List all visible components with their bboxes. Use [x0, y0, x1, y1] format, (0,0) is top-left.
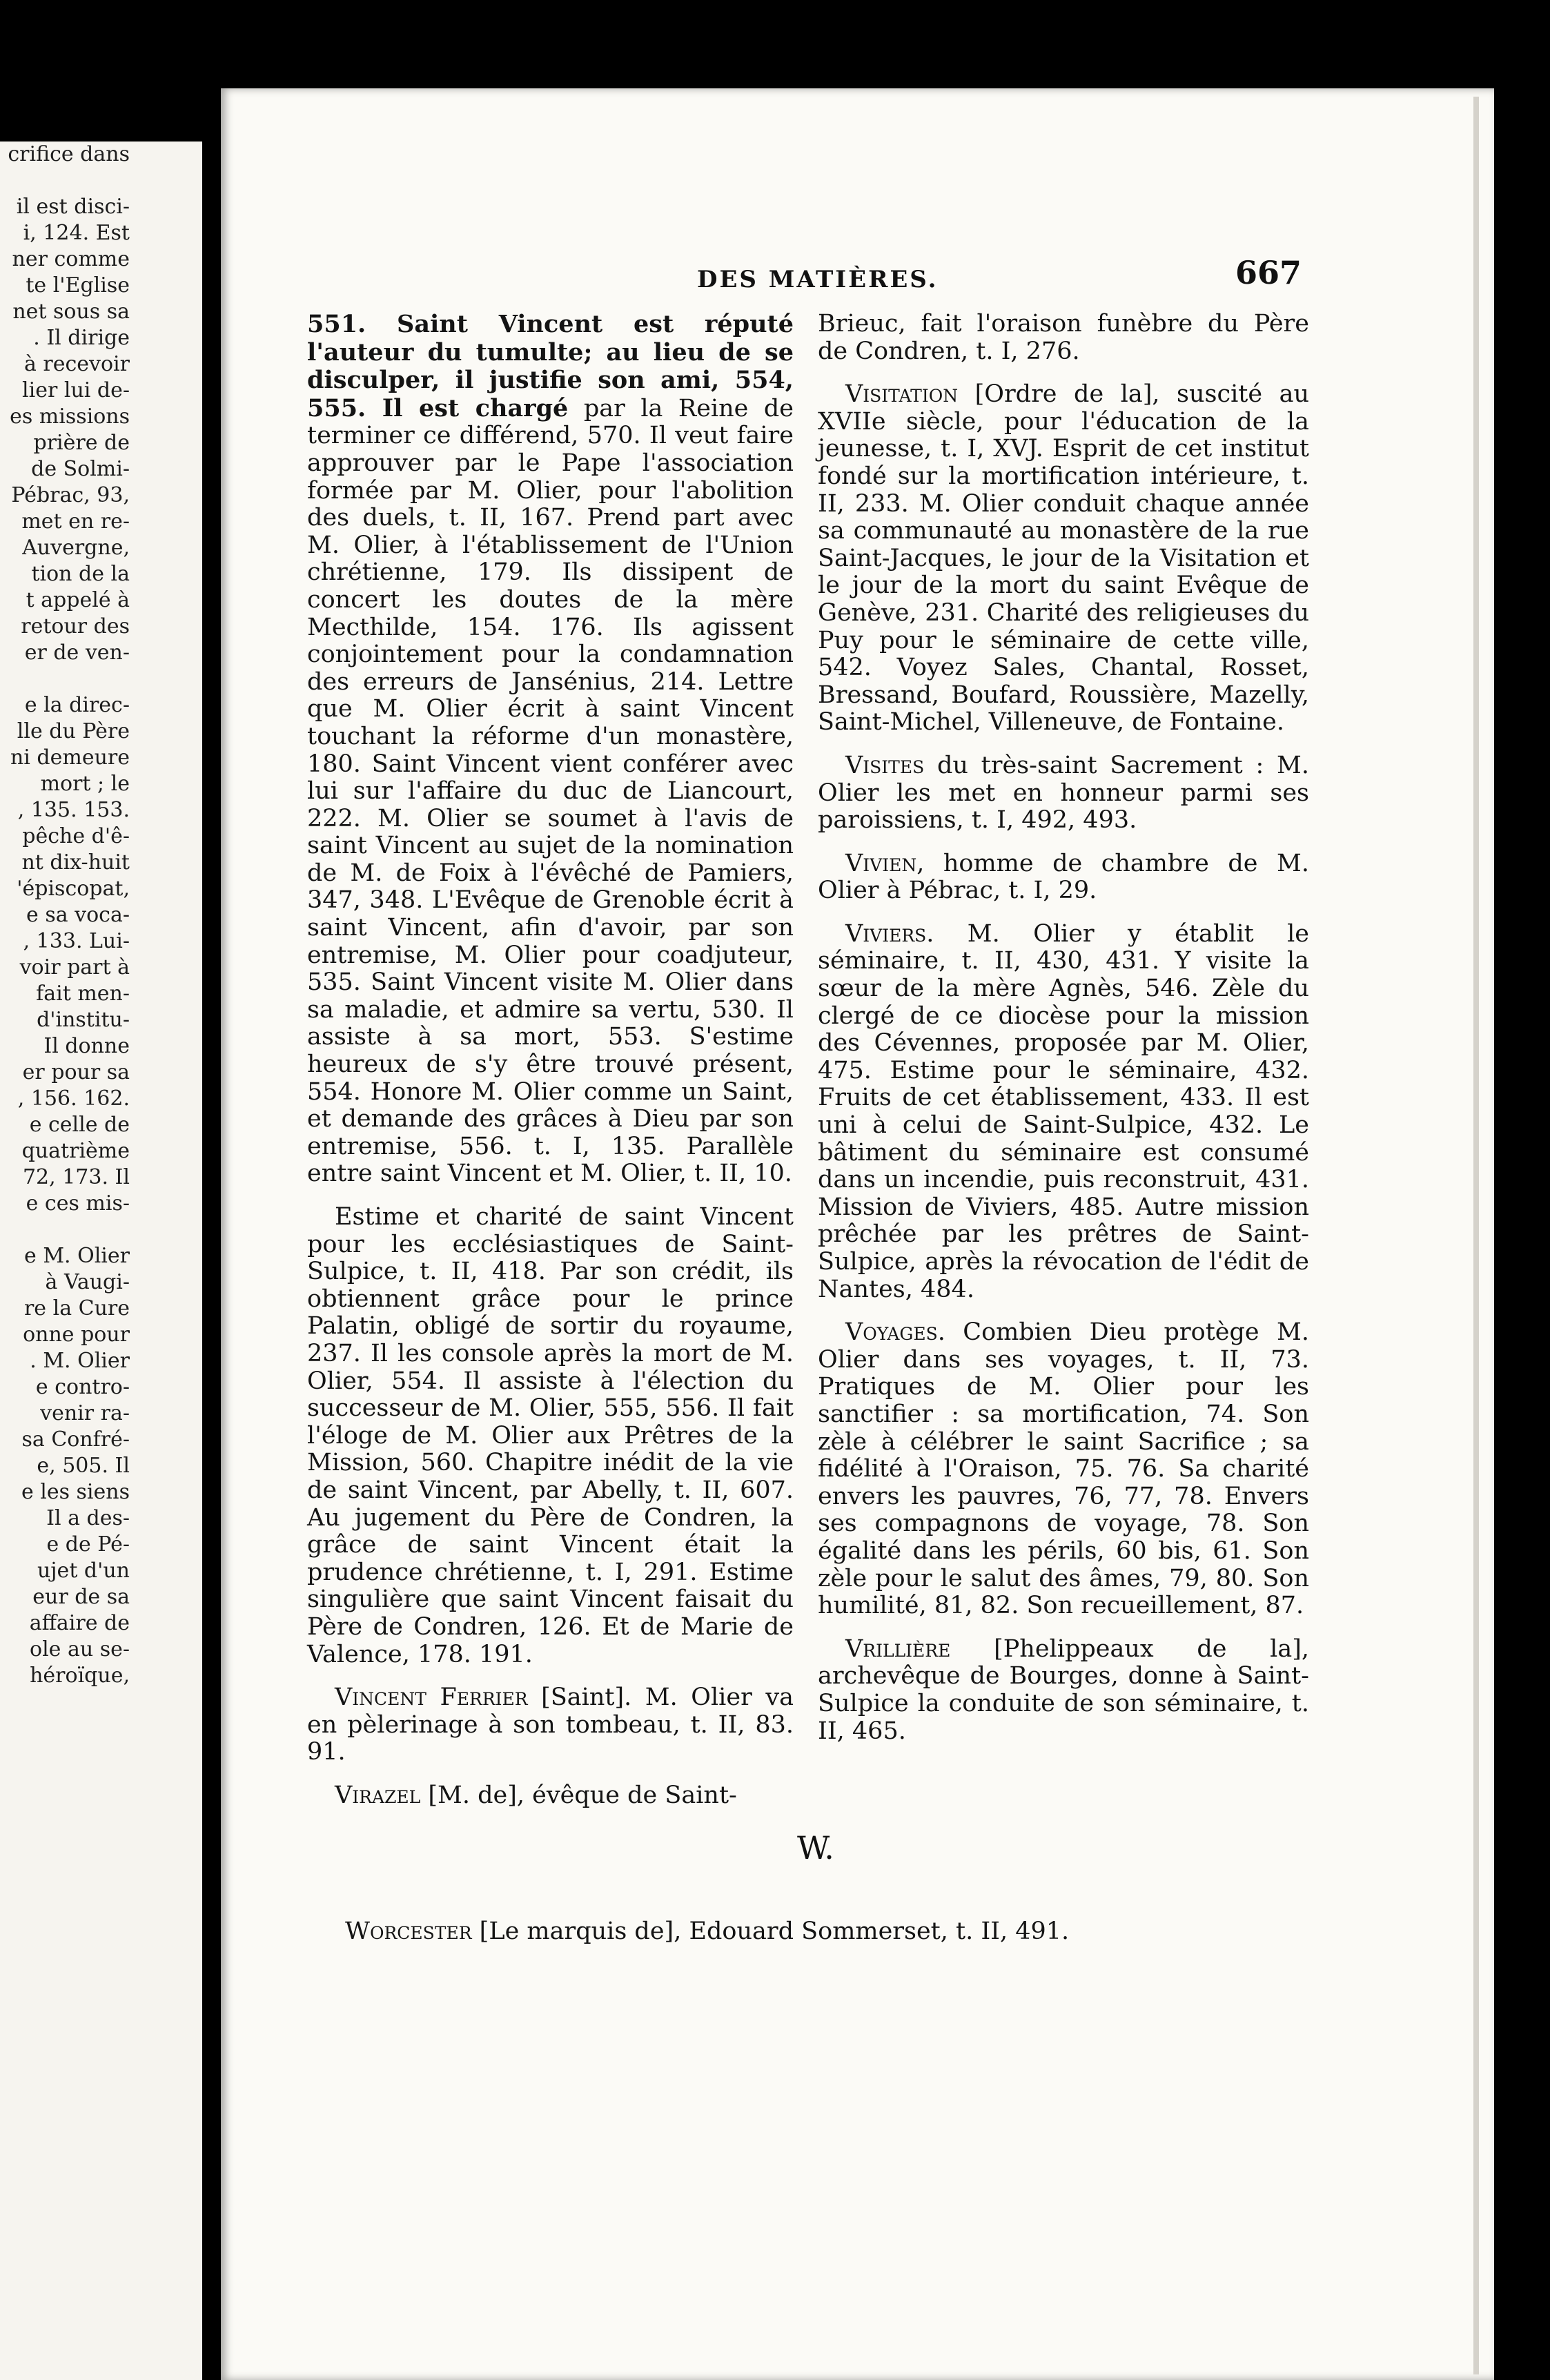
facing-page-line: pêche d'ê-: [22, 824, 130, 848]
index-entry-worcester: [345, 1918, 1311, 1945]
facing-page-line: met en re-: [21, 509, 130, 534]
index-entry: [818, 381, 1309, 737]
index-column-right: [818, 311, 1309, 1761]
index-entry: [307, 1684, 794, 1766]
index-entry: [307, 311, 794, 1188]
facing-page-line: venir ra-: [40, 1401, 130, 1425]
entry-text: [Le marquis de], Edouard Sommerset, t. II, 491.: [471, 1918, 1070, 1945]
entry-head: Visitation: [845, 380, 959, 409]
facing-page-line: 'épiscopat,: [17, 877, 130, 901]
index-entry: [818, 311, 1309, 365]
facing-page-line: lier lui de-: [22, 378, 130, 402]
facing-page-line: ner comme: [12, 247, 130, 271]
facing-page-line: te l'Eglise: [26, 273, 130, 298]
entry-text: Estime et charité de saint Vincent pour les ecclésiastiques de Saint-Sulpice, t. II, 418. Par son crédit, ils obtiennent grâce pour le prince Palatin, obligé de sortir du royaume, 237. Il les console après la mort de M. Olier, 554. Il assiste à l'élection du successeur de M. Olier, 555, 556. Il fait l'éloge de M. Olier aux Prêtres de la Mission, 560. Chapitre inédit de la vie de saint Vincent, par Abelly, t. II, 607. Au jugement du Père de Condren, la grâce de saint Vincent était la prudence chrétienne, t. I, 291. Estime singulière que saint Vincent faisait du Père de Condren, 126. Et de Marie de Valence, 178. 191.: [307, 1203, 794, 1668]
facing-page-line: il est disci-: [16, 195, 130, 219]
facing-page-line: mort ; le: [40, 772, 130, 796]
entry-text: [Saint]. M. Olier va en pèlerinage à son tombeau, t. II, 83. 91.: [307, 1684, 794, 1766]
entry-text: . Combien Dieu protège M. Olier dans ses voyages, t. II, 73. Pratiques de M. Olier pour les sanctifier : sa mortification, 74. Son zèle à célébrer le saint Sacrifice ; sa fidélité à l'Oraison, 75. 76. Sa charité envers les pauvres, 76, 77, 78. Envers ses compagnons de voyage, 78. Son égalité dans les périls, 60 bis, 61. Son zèle pour le salut des âmes, 79, 80. Son humilité, 81, 82. Son recueillement, 87.: [818, 1318, 1309, 1620]
facing-page-line: prière de: [33, 431, 130, 455]
facing-page-line: [0, 1217, 130, 1243]
facing-page-line: voir part à: [19, 955, 130, 979]
facing-page-line: i, 124. Est: [23, 221, 130, 245]
facing-page-line: onne pour: [23, 1323, 130, 1347]
page-number: 667: [1235, 254, 1302, 291]
facing-page-line: , 135. 153.: [17, 798, 130, 822]
entry-head: Worcester: [345, 1918, 472, 1945]
facing-page-line: 72, 173. Il: [22, 1165, 130, 1189]
facing-page-line: nt dix-huit: [21, 850, 130, 875]
entry-text: , homme de chambre de M. Olier à Pébrac, t. I, 29.: [818, 849, 1309, 905]
facing-page-line: e sa voca-: [26, 903, 130, 927]
index-entry: [818, 1636, 1309, 1745]
facing-page-line: quatrième: [21, 1139, 130, 1163]
facing-page-line: Pébrac, 93,: [11, 483, 130, 507]
index-entry: [818, 1319, 1309, 1620]
facing-page-line: net sous sa: [12, 300, 130, 324]
facing-page-line: e les siens: [21, 1480, 130, 1504]
facing-page-line: e de Pé-: [46, 1532, 130, 1557]
facing-page-line: . Il dirige: [33, 326, 130, 350]
facing-page-line: e, 505. Il: [37, 1454, 130, 1478]
facing-page-line: fait men-: [36, 982, 130, 1006]
facing-page-line: Il donne: [43, 1034, 130, 1058]
facing-page-line: d'institu-: [37, 1008, 130, 1032]
index-entry: [307, 1782, 794, 1810]
entry-text: [Phelippeaux de la], archevêque de Bourges, donne à Saint-Sulpice la conduite de son séminaire, t. II, 465.: [818, 1635, 1309, 1745]
running-head: DES MATIÈRES.: [697, 266, 939, 293]
facing-page-line: re la Cure: [23, 1296, 130, 1320]
index-entry: [818, 921, 1309, 1303]
facing-page-line: à Vaugi-: [45, 1270, 130, 1294]
facing-page-line: , 156. 162.: [17, 1086, 130, 1111]
facing-page-line: e M. Olier: [24, 1244, 130, 1268]
facing-page-line: er pour sa: [22, 1060, 130, 1084]
index-entry: [818, 850, 1309, 905]
entry-lead: 551. Saint Vincent est réputé l'auteur du tumulte; au lieu de se disculper, il justifie son ami, 554, 555. Il est chargé: [307, 310, 794, 422]
entry-text: par la Reine de terminer ce différend, 570. Il veut faire approuver par le Pape l'association formée par M. Olier, pour l'abolition des duels, t. II, 167. Prend part avec M. Olier, à l'établissement de l'Union chrétienne, 179. Ils dissipent de concert les doutes de la mère Mecthilde, 154. 176. Ils agissent conjointement pour la condamnation des erreurs de Jansénius, 214. Lettre que M. Olier écrit à saint Vincent touchant la réforme d'un monastère, 180. Saint Vincent vient conférer avec lui sur l'affaire du duc de Liancourt, 222. M. Olier se soumet à l'avis de saint Vincent au sujet de la nomination de M. de Foix à l'évêché de Pamiers, 347, 348. L'Evêque de Grenoble écrit à saint Vincent, afin d'avoir, par son entremise, M. Olier pour coadjuteur, 535. Saint Vincent visite M. Olier dans sa maladie, et admire sa vertu, 530. Il assiste à sa mort, 553. S'estime heureux de s'y être trouvé présent, 554. Honore M. Olier comme un Saint, et demande des grâces à Dieu par son entremise, 556. t. I, 135. Parallèle entre saint Vincent et M. Olier, t. II, 10.: [307, 394, 794, 1188]
facing-page-line: t appelé à: [26, 588, 130, 612]
facing-page-line: affaire de: [29, 1611, 130, 1635]
facing-page-line: retour des: [21, 614, 130, 638]
facing-page-line: [0, 168, 130, 194]
entry-head: Vrillière: [845, 1635, 951, 1663]
facing-page-line: er de ven-: [24, 641, 130, 665]
facing-page-line: , 133. Lui-: [23, 929, 130, 953]
index-column-left: [307, 311, 794, 1825]
facing-page-line: e celle de: [29, 1113, 130, 1137]
facing-page-line: à recevoir: [23, 352, 130, 376]
facing-page-line: lle du Père: [17, 719, 130, 743]
entry-head: Vivien: [845, 849, 917, 877]
facing-page-line: ole au se-: [30, 1637, 130, 1661]
entry-head: Virazel: [335, 1781, 421, 1809]
section-letter: W.: [797, 1829, 834, 1866]
facing-page-line: ni demeure: [10, 745, 130, 770]
entry-head: Vincent Ferrier: [335, 1684, 528, 1712]
entry-text: [M. de], évêque de Saint-: [420, 1781, 737, 1809]
facing-page-line: Auvergne,: [22, 536, 130, 560]
entry-head: Voyages: [845, 1318, 938, 1347]
entry-text: . M. Olier y établit le séminaire, t. II, 430, 431. Y visite la sœur de la mère Agnès, 546. Zèle du clergé de ce diocèse pour la mission des Cévennes, proposée par M. Olier, 475. Estime pour le séminaire, 432. Fruits de cet établissement, 433. Il est uni à celui de Saint-Sulpice, 432. Le bâtiment du séminaire est consumé dans un incendie, puis reconstruit, 431. Mission de Viviers, 485. Autre mission prêchée par les prêtres de Saint-Sulpice, après la révocation de l'édit de Nantes, 484.: [818, 919, 1309, 1303]
entry-text: du très-saint Sacrement : M. Olier les met en honneur parmi ses paroissiens, t. I, 492, 493.: [818, 751, 1309, 835]
entry-head: Visites: [845, 751, 925, 779]
facing-page-line: e ces mis-: [26, 1191, 130, 1216]
facing-page-line: eur de sa: [32, 1585, 130, 1609]
facing-page-line: e contro-: [35, 1375, 130, 1399]
facing-page-line: e la direc-: [24, 693, 130, 717]
facing-page-line: de Solmi-: [31, 457, 130, 481]
facing-page-line: sa Confré-: [21, 1427, 130, 1452]
facing-page-text: [0, 142, 130, 1689]
facing-page-line: [0, 666, 130, 692]
index-entry: [818, 752, 1309, 835]
facing-page-line: tion de la: [31, 562, 130, 586]
facing-page-line: Il a des-: [46, 1506, 130, 1530]
entry-text: Brieuc, fait l'oraison funèbre du Père de Condren, t. I, 276.: [818, 310, 1309, 365]
facing-page-line: crifice dans: [8, 142, 130, 166]
page-edge: [1473, 97, 1479, 2374]
index-entry: [307, 1204, 794, 1668]
facing-page-line: . M. Olier: [30, 1349, 130, 1373]
entry-head: Viviers: [845, 919, 927, 948]
facing-page-line: es missions: [10, 404, 130, 429]
entry-text: [Ordre de la], suscité au XVIIe siècle, pour l'éducation de la jeunesse, t. I, XVJ. Esprit de cet institut fondé sur la mortification intérieure, t. II, 233. M. Olier conduit chaque année sa communauté au monastère de la rue Saint-Jacques, le jour de la Visitation et le jour de la mort du saint Evêque de Genève, 231. Charité des religieuses du Puy pour le séminaire de cette ville, 542. Voyez Sales, Chantal, Rosset, Bressand, Boufard, Roussière, Mazelly, Saint-Michel, Villeneuve, de Fontaine.: [818, 380, 1309, 737]
facing-page-line: ujet d'un: [37, 1559, 130, 1583]
facing-page-line: héroïque,: [30, 1664, 130, 1688]
